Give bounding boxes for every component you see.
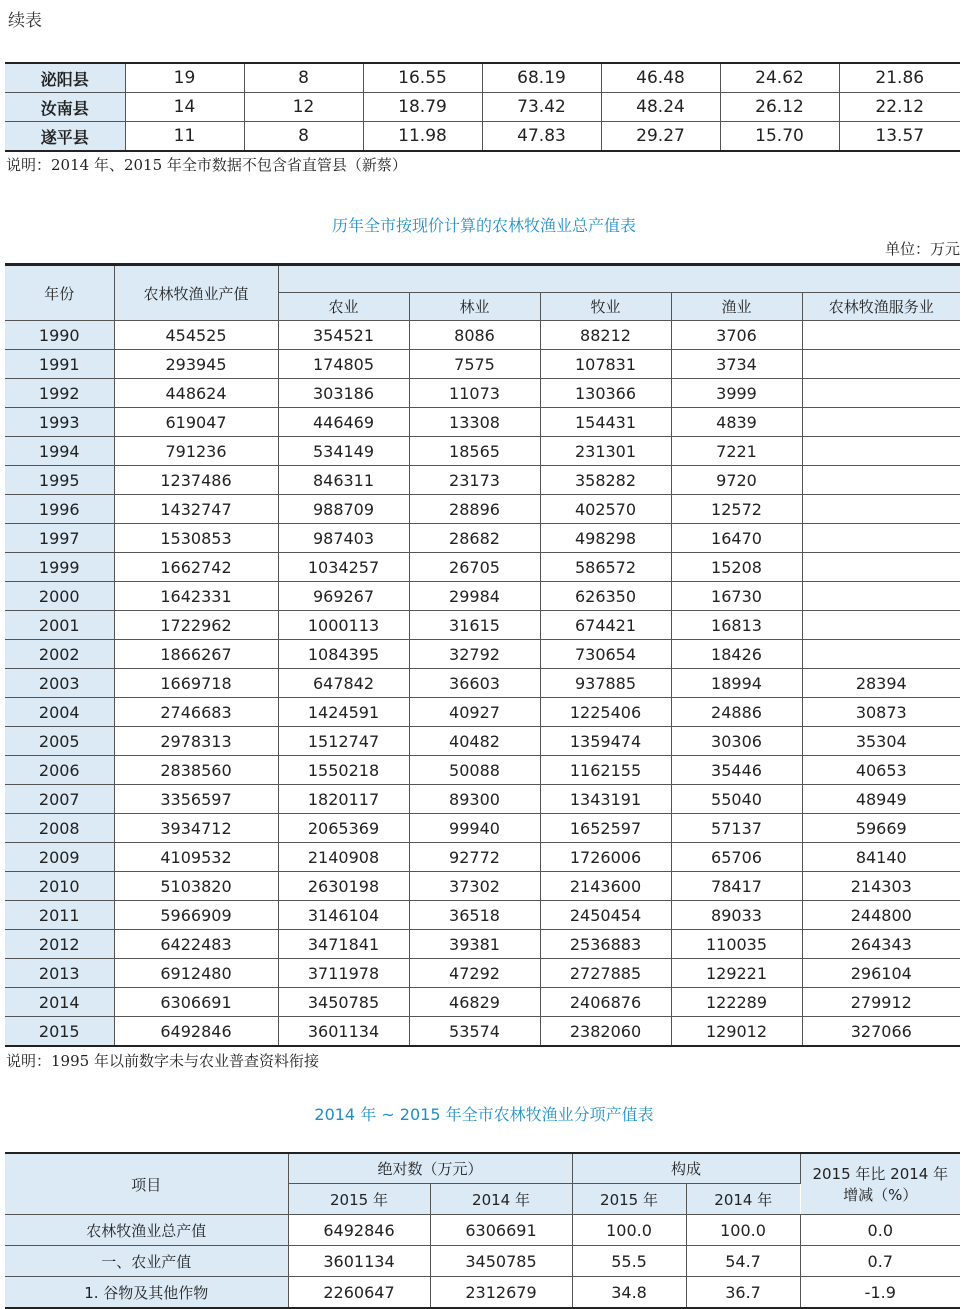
table-cell: 454525 xyxy=(114,321,278,350)
header-change-line1: 2015 年比 2014 年 xyxy=(812,1165,949,1183)
table-cell: 12 xyxy=(244,93,363,122)
table-cell: 35446 xyxy=(671,756,802,785)
table-row xyxy=(5,350,960,379)
table-cell: 18.79 xyxy=(363,93,482,122)
table-row xyxy=(5,93,960,122)
header-change xyxy=(800,1153,960,1215)
item-cell: 一、农业产值 xyxy=(5,1246,288,1277)
table-cell: 8 xyxy=(244,122,363,152)
table-row xyxy=(5,843,960,872)
table-cell: 4109532 xyxy=(114,843,278,872)
table-cell: 534149 xyxy=(278,437,409,466)
table-cell: 2382060 xyxy=(540,1017,671,1047)
table-cell: 586572 xyxy=(540,553,671,582)
table-cell: 2312679 xyxy=(430,1277,572,1309)
table-cell xyxy=(802,350,960,379)
county-name: 汝南县 xyxy=(5,93,125,122)
table-row xyxy=(5,1246,960,1277)
table-cell: 3356597 xyxy=(114,785,278,814)
table-cell: 626350 xyxy=(540,582,671,611)
itemized-table-title: 2014 年 ~ 2015 年全市农林牧渔业分项产值表 xyxy=(314,1105,654,1124)
header-agriculture: 农业 xyxy=(278,293,409,321)
table-cell: 154431 xyxy=(540,408,671,437)
table-cell: 59669 xyxy=(802,814,960,843)
year-cell: 2011 xyxy=(5,901,114,930)
table-cell: 110035 xyxy=(671,930,802,959)
table-cell: 30306 xyxy=(671,727,802,756)
table-cell xyxy=(802,408,960,437)
table-row xyxy=(5,437,960,466)
table-cell: 1359474 xyxy=(540,727,671,756)
itemized-output-table xyxy=(5,1152,960,1309)
table-cell: 53574 xyxy=(409,1017,540,1047)
table-cell: 24886 xyxy=(671,698,802,727)
table-cell: 6306691 xyxy=(430,1215,572,1246)
table-cell: 1530853 xyxy=(114,524,278,553)
table-cell: 36518 xyxy=(409,901,540,930)
table-cell: 28394 xyxy=(802,669,960,698)
table-row xyxy=(5,640,960,669)
table-cell: 34.8 xyxy=(572,1277,686,1309)
table-cell: 2978313 xyxy=(114,727,278,756)
table-cell: 1225406 xyxy=(540,698,671,727)
table-cell: 54.7 xyxy=(686,1246,800,1277)
table-cell: 327066 xyxy=(802,1017,960,1047)
table-cell: 22.12 xyxy=(839,93,960,122)
table-cell: 16813 xyxy=(671,611,802,640)
year-cell: 1992 xyxy=(5,379,114,408)
table-cell: 13308 xyxy=(409,408,540,437)
year-cell: 2007 xyxy=(5,785,114,814)
table-cell: 21.86 xyxy=(839,63,960,93)
table-cell: 3706 xyxy=(671,321,802,350)
table-cell: 14 xyxy=(125,93,244,122)
table-cell: 296104 xyxy=(802,959,960,988)
table-cell: 3711978 xyxy=(278,959,409,988)
output-value-table-body xyxy=(5,321,960,1047)
table-row xyxy=(5,901,960,930)
table-cell: 92772 xyxy=(409,843,540,872)
table-cell: 122289 xyxy=(671,988,802,1017)
table-cell: 846311 xyxy=(278,466,409,495)
table-cell: 57137 xyxy=(671,814,802,843)
table-cell: 791236 xyxy=(114,437,278,466)
table-cell xyxy=(802,611,960,640)
year-cell: 2009 xyxy=(5,843,114,872)
table-cell: 446469 xyxy=(278,408,409,437)
table-cell: 129221 xyxy=(671,959,802,988)
table-cell: 37302 xyxy=(409,872,540,901)
table-cell: 1432747 xyxy=(114,495,278,524)
table-cell: 279912 xyxy=(802,988,960,1017)
year-cell: 2006 xyxy=(5,756,114,785)
table-cell: 2838560 xyxy=(114,756,278,785)
table-cell: 5966909 xyxy=(114,901,278,930)
table-cell xyxy=(802,582,960,611)
table-cell: 3471841 xyxy=(278,930,409,959)
table-cell: 4839 xyxy=(671,408,802,437)
year-cell: 2002 xyxy=(5,640,114,669)
table-cell: 174805 xyxy=(278,350,409,379)
table-cell: 3146104 xyxy=(278,901,409,930)
table-cell: 3601134 xyxy=(278,1017,409,1047)
year-cell: 2001 xyxy=(5,611,114,640)
table-cell: 30873 xyxy=(802,698,960,727)
table-cell: 498298 xyxy=(540,524,671,553)
table-cell: 48949 xyxy=(802,785,960,814)
item-cell: 1. 谷物及其他作物 xyxy=(5,1277,288,1309)
year-cell: 2012 xyxy=(5,930,114,959)
table-cell: 1424591 xyxy=(278,698,409,727)
year-cell: 2008 xyxy=(5,814,114,843)
table-row xyxy=(5,611,960,640)
table-cell: 2727885 xyxy=(540,959,671,988)
table-cell: 28682 xyxy=(409,524,540,553)
table-cell: 39381 xyxy=(409,930,540,959)
table-cell: 78417 xyxy=(671,872,802,901)
table-row xyxy=(5,63,960,93)
table-cell: 40927 xyxy=(409,698,540,727)
table-row xyxy=(5,582,960,611)
table-cell: 402570 xyxy=(540,495,671,524)
table-cell: 18994 xyxy=(671,669,802,698)
header-year: 年份 xyxy=(5,265,114,321)
table-cell: 19 xyxy=(125,63,244,93)
table-cell: 47292 xyxy=(409,959,540,988)
table-row xyxy=(5,122,960,152)
table-cell: 11.98 xyxy=(363,122,482,152)
table-row xyxy=(5,669,960,698)
table-cell: 231301 xyxy=(540,437,671,466)
table-row xyxy=(5,727,960,756)
table-cell: 3934712 xyxy=(114,814,278,843)
table-cell: 65706 xyxy=(671,843,802,872)
table-cell: 3734 xyxy=(671,350,802,379)
year-cell: 1999 xyxy=(5,553,114,582)
table-cell: 40482 xyxy=(409,727,540,756)
header-total-output: 农林牧渔业产值 xyxy=(114,265,278,321)
table-cell: 88212 xyxy=(540,321,671,350)
county-table-body xyxy=(5,63,960,151)
year-cell: 1995 xyxy=(5,466,114,495)
table-cell: 107831 xyxy=(540,350,671,379)
table-cell: 1512747 xyxy=(278,727,409,756)
table-cell: 15.70 xyxy=(720,122,839,152)
table-cell: 24.62 xyxy=(720,63,839,93)
table-cell: 1343191 xyxy=(540,785,671,814)
table-cell: 2450454 xyxy=(540,901,671,930)
year-cell: 2010 xyxy=(5,872,114,901)
year-cell: 2014 xyxy=(5,988,114,1017)
table-cell: 89300 xyxy=(409,785,540,814)
table-cell: 130366 xyxy=(540,379,671,408)
table-cell: 29.27 xyxy=(601,122,720,152)
table-cell: 7575 xyxy=(409,350,540,379)
table-cell: 2406876 xyxy=(540,988,671,1017)
table-cell: -1.9 xyxy=(800,1277,960,1309)
table-cell: 26.12 xyxy=(720,93,839,122)
table-cell: 6306691 xyxy=(114,988,278,1017)
table-cell: 1162155 xyxy=(540,756,671,785)
table-cell: 988709 xyxy=(278,495,409,524)
year-cell: 2015 xyxy=(5,1017,114,1047)
header-comp-2015: 2015 年 xyxy=(572,1184,686,1215)
table-cell: 46829 xyxy=(409,988,540,1017)
header-services: 农林牧渔服务业 xyxy=(802,293,960,321)
table-cell: 354521 xyxy=(278,321,409,350)
table-cell: 0.7 xyxy=(800,1246,960,1277)
table-cell: 1000113 xyxy=(278,611,409,640)
table-cell: 2143600 xyxy=(540,872,671,901)
table-cell: 31615 xyxy=(409,611,540,640)
table-cell: 2536883 xyxy=(540,930,671,959)
table-cell: 18565 xyxy=(409,437,540,466)
table-row xyxy=(5,466,960,495)
table-cell: 55.5 xyxy=(572,1246,686,1277)
table-cell: 3450785 xyxy=(278,988,409,1017)
table-cell xyxy=(802,495,960,524)
header-absolute: 绝对数（万元） xyxy=(288,1153,572,1184)
table-cell: 18426 xyxy=(671,640,802,669)
table-cell: 730654 xyxy=(540,640,671,669)
table-cell: 1866267 xyxy=(114,640,278,669)
year-cell: 2004 xyxy=(5,698,114,727)
table-cell: 6912480 xyxy=(114,959,278,988)
table-cell: 100.0 xyxy=(686,1215,800,1246)
table-row xyxy=(5,321,960,350)
table-row xyxy=(5,959,960,988)
table-cell: 3601134 xyxy=(288,1246,430,1277)
table-row xyxy=(5,785,960,814)
table-cell: 448624 xyxy=(114,379,278,408)
table-row xyxy=(5,408,960,437)
table-cell: 1726006 xyxy=(540,843,671,872)
year-cell: 1997 xyxy=(5,524,114,553)
header-abs-2014: 2014 年 xyxy=(430,1184,572,1215)
table-cell: 16.55 xyxy=(363,63,482,93)
table-row xyxy=(5,1215,960,1246)
table-cell: 5103820 xyxy=(114,872,278,901)
table-cell: 0.0 xyxy=(867,1220,893,1240)
table-cell: 46.48 xyxy=(601,63,720,93)
table-row xyxy=(5,379,960,408)
table-cell xyxy=(802,466,960,495)
table-cell: 293945 xyxy=(114,350,278,379)
table-cell: 35304 xyxy=(802,727,960,756)
county-name: 遂平县 xyxy=(5,122,125,152)
output-value-table xyxy=(5,263,960,1047)
table-cell: 36.7 xyxy=(686,1277,800,1309)
header-forestry: 林业 xyxy=(409,293,540,321)
header-spacer xyxy=(278,265,960,293)
table-cell: 16730 xyxy=(671,582,802,611)
table-cell: 2746683 xyxy=(114,698,278,727)
table-cell: 1652597 xyxy=(540,814,671,843)
year-cell: 2000 xyxy=(5,582,114,611)
table-cell: 358282 xyxy=(540,466,671,495)
table-cell xyxy=(802,524,960,553)
table-cell: 89033 xyxy=(671,901,802,930)
output-table-unit: 单位：万元 xyxy=(884,240,960,258)
table-cell: 3450785 xyxy=(430,1246,572,1277)
header-comp-2014: 2014 年 xyxy=(686,1184,800,1215)
table-cell: 29984 xyxy=(409,582,540,611)
table-cell: 84140 xyxy=(802,843,960,872)
table-cell: 1642331 xyxy=(114,582,278,611)
table-cell: 1820117 xyxy=(278,785,409,814)
table-cell: 23173 xyxy=(409,466,540,495)
table-cell: 987403 xyxy=(278,524,409,553)
table-cell: 36603 xyxy=(409,669,540,698)
table-cell: 9720 xyxy=(671,466,802,495)
header-composition: 构成 xyxy=(572,1153,800,1184)
table-cell: 1084395 xyxy=(278,640,409,669)
table-cell: 6422483 xyxy=(114,930,278,959)
county-table xyxy=(5,62,960,152)
table-cell xyxy=(802,553,960,582)
table-cell: 1034257 xyxy=(278,553,409,582)
table-cell: 100.0 xyxy=(572,1215,686,1246)
table-cell xyxy=(802,379,960,408)
output-table-note: 说明：1995 年以前数字未与农业普查资料衔接 xyxy=(6,1052,319,1070)
table-cell: 7221 xyxy=(671,437,802,466)
year-cell: 1991 xyxy=(5,350,114,379)
year-cell: 2003 xyxy=(5,669,114,698)
year-cell: 1996 xyxy=(5,495,114,524)
table-cell: 1662742 xyxy=(114,553,278,582)
header-animal-husbandry: 牧业 xyxy=(540,293,671,321)
table-cell: 2630198 xyxy=(278,872,409,901)
table-cell xyxy=(802,437,960,466)
table-cell: 6492846 xyxy=(114,1017,278,1047)
continued-label: 续表 xyxy=(8,11,42,31)
table-row xyxy=(5,553,960,582)
table-cell: 11 xyxy=(125,122,244,152)
table-cell: 48.24 xyxy=(601,93,720,122)
table-cell: 12572 xyxy=(671,495,802,524)
header-fishery: 渔业 xyxy=(671,293,802,321)
table-cell: 129012 xyxy=(671,1017,802,1047)
table-cell: 3999 xyxy=(671,379,802,408)
table-cell: 50088 xyxy=(409,756,540,785)
year-cell: 1994 xyxy=(5,437,114,466)
table-cell: 674421 xyxy=(540,611,671,640)
table-cell: 8 xyxy=(244,63,363,93)
table-cell: 2140908 xyxy=(278,843,409,872)
table-cell: 303186 xyxy=(278,379,409,408)
table-cell: 26705 xyxy=(409,553,540,582)
table-cell xyxy=(802,321,960,350)
table-cell: 40653 xyxy=(802,756,960,785)
year-cell: 2005 xyxy=(5,727,114,756)
table-row xyxy=(5,1277,960,1309)
table-cell: 647842 xyxy=(278,669,409,698)
header-change-line2: 增减（%） xyxy=(843,1186,918,1204)
table-cell: 68.19 xyxy=(482,63,601,93)
table-cell: 28896 xyxy=(409,495,540,524)
table-row xyxy=(5,814,960,843)
table-cell: 214303 xyxy=(802,872,960,901)
year-cell: 1990 xyxy=(5,321,114,350)
table-cell: 13.57 xyxy=(875,126,925,146)
table-row xyxy=(5,872,960,901)
table-cell: 1722962 xyxy=(114,611,278,640)
table-cell: 2065369 xyxy=(278,814,409,843)
table-row xyxy=(5,698,960,727)
table-cell: 1550218 xyxy=(278,756,409,785)
table-row xyxy=(5,988,960,1017)
table-cell: 32792 xyxy=(409,640,540,669)
table-cell: 619047 xyxy=(114,408,278,437)
table-cell: 1237486 xyxy=(114,466,278,495)
table-cell: 6492846 xyxy=(288,1215,430,1246)
table-cell: 969267 xyxy=(278,582,409,611)
table-cell: 1669718 xyxy=(114,669,278,698)
table-cell: 16470 xyxy=(671,524,802,553)
table-row xyxy=(5,756,960,785)
table-row xyxy=(5,495,960,524)
table-cell: 15208 xyxy=(671,553,802,582)
header-item: 项目 xyxy=(5,1153,288,1215)
table-cell: 11073 xyxy=(409,379,540,408)
table-cell: 55040 xyxy=(671,785,802,814)
itemized-table-body xyxy=(5,1215,960,1309)
year-cell: 1993 xyxy=(5,408,114,437)
county-name: 泌阳县 xyxy=(5,63,125,93)
table-cell: 264343 xyxy=(802,930,960,959)
table-row xyxy=(5,1017,960,1047)
table-cell: 8086 xyxy=(409,321,540,350)
table-cell xyxy=(802,640,960,669)
table-cell: 99940 xyxy=(409,814,540,843)
output-table-title: 历年全市按现价计算的农林牧渔业总产值表 xyxy=(331,216,636,235)
table-cell: 2260647 xyxy=(288,1277,430,1309)
table-row xyxy=(5,524,960,553)
header-abs-2015: 2015 年 xyxy=(288,1184,430,1215)
table-cell: 73.42 xyxy=(482,93,601,122)
table-cell: 937885 xyxy=(540,669,671,698)
table-cell: 244800 xyxy=(802,901,960,930)
table-cell: 47.83 xyxy=(482,122,601,152)
table-row xyxy=(5,930,960,959)
county-table-note: 说明：2014 年、2015 年全市数据不包含省直管县（新蔡） xyxy=(6,156,407,174)
item-cell: 农林牧渔业总产值 xyxy=(5,1215,288,1246)
year-cell: 2013 xyxy=(5,959,114,988)
